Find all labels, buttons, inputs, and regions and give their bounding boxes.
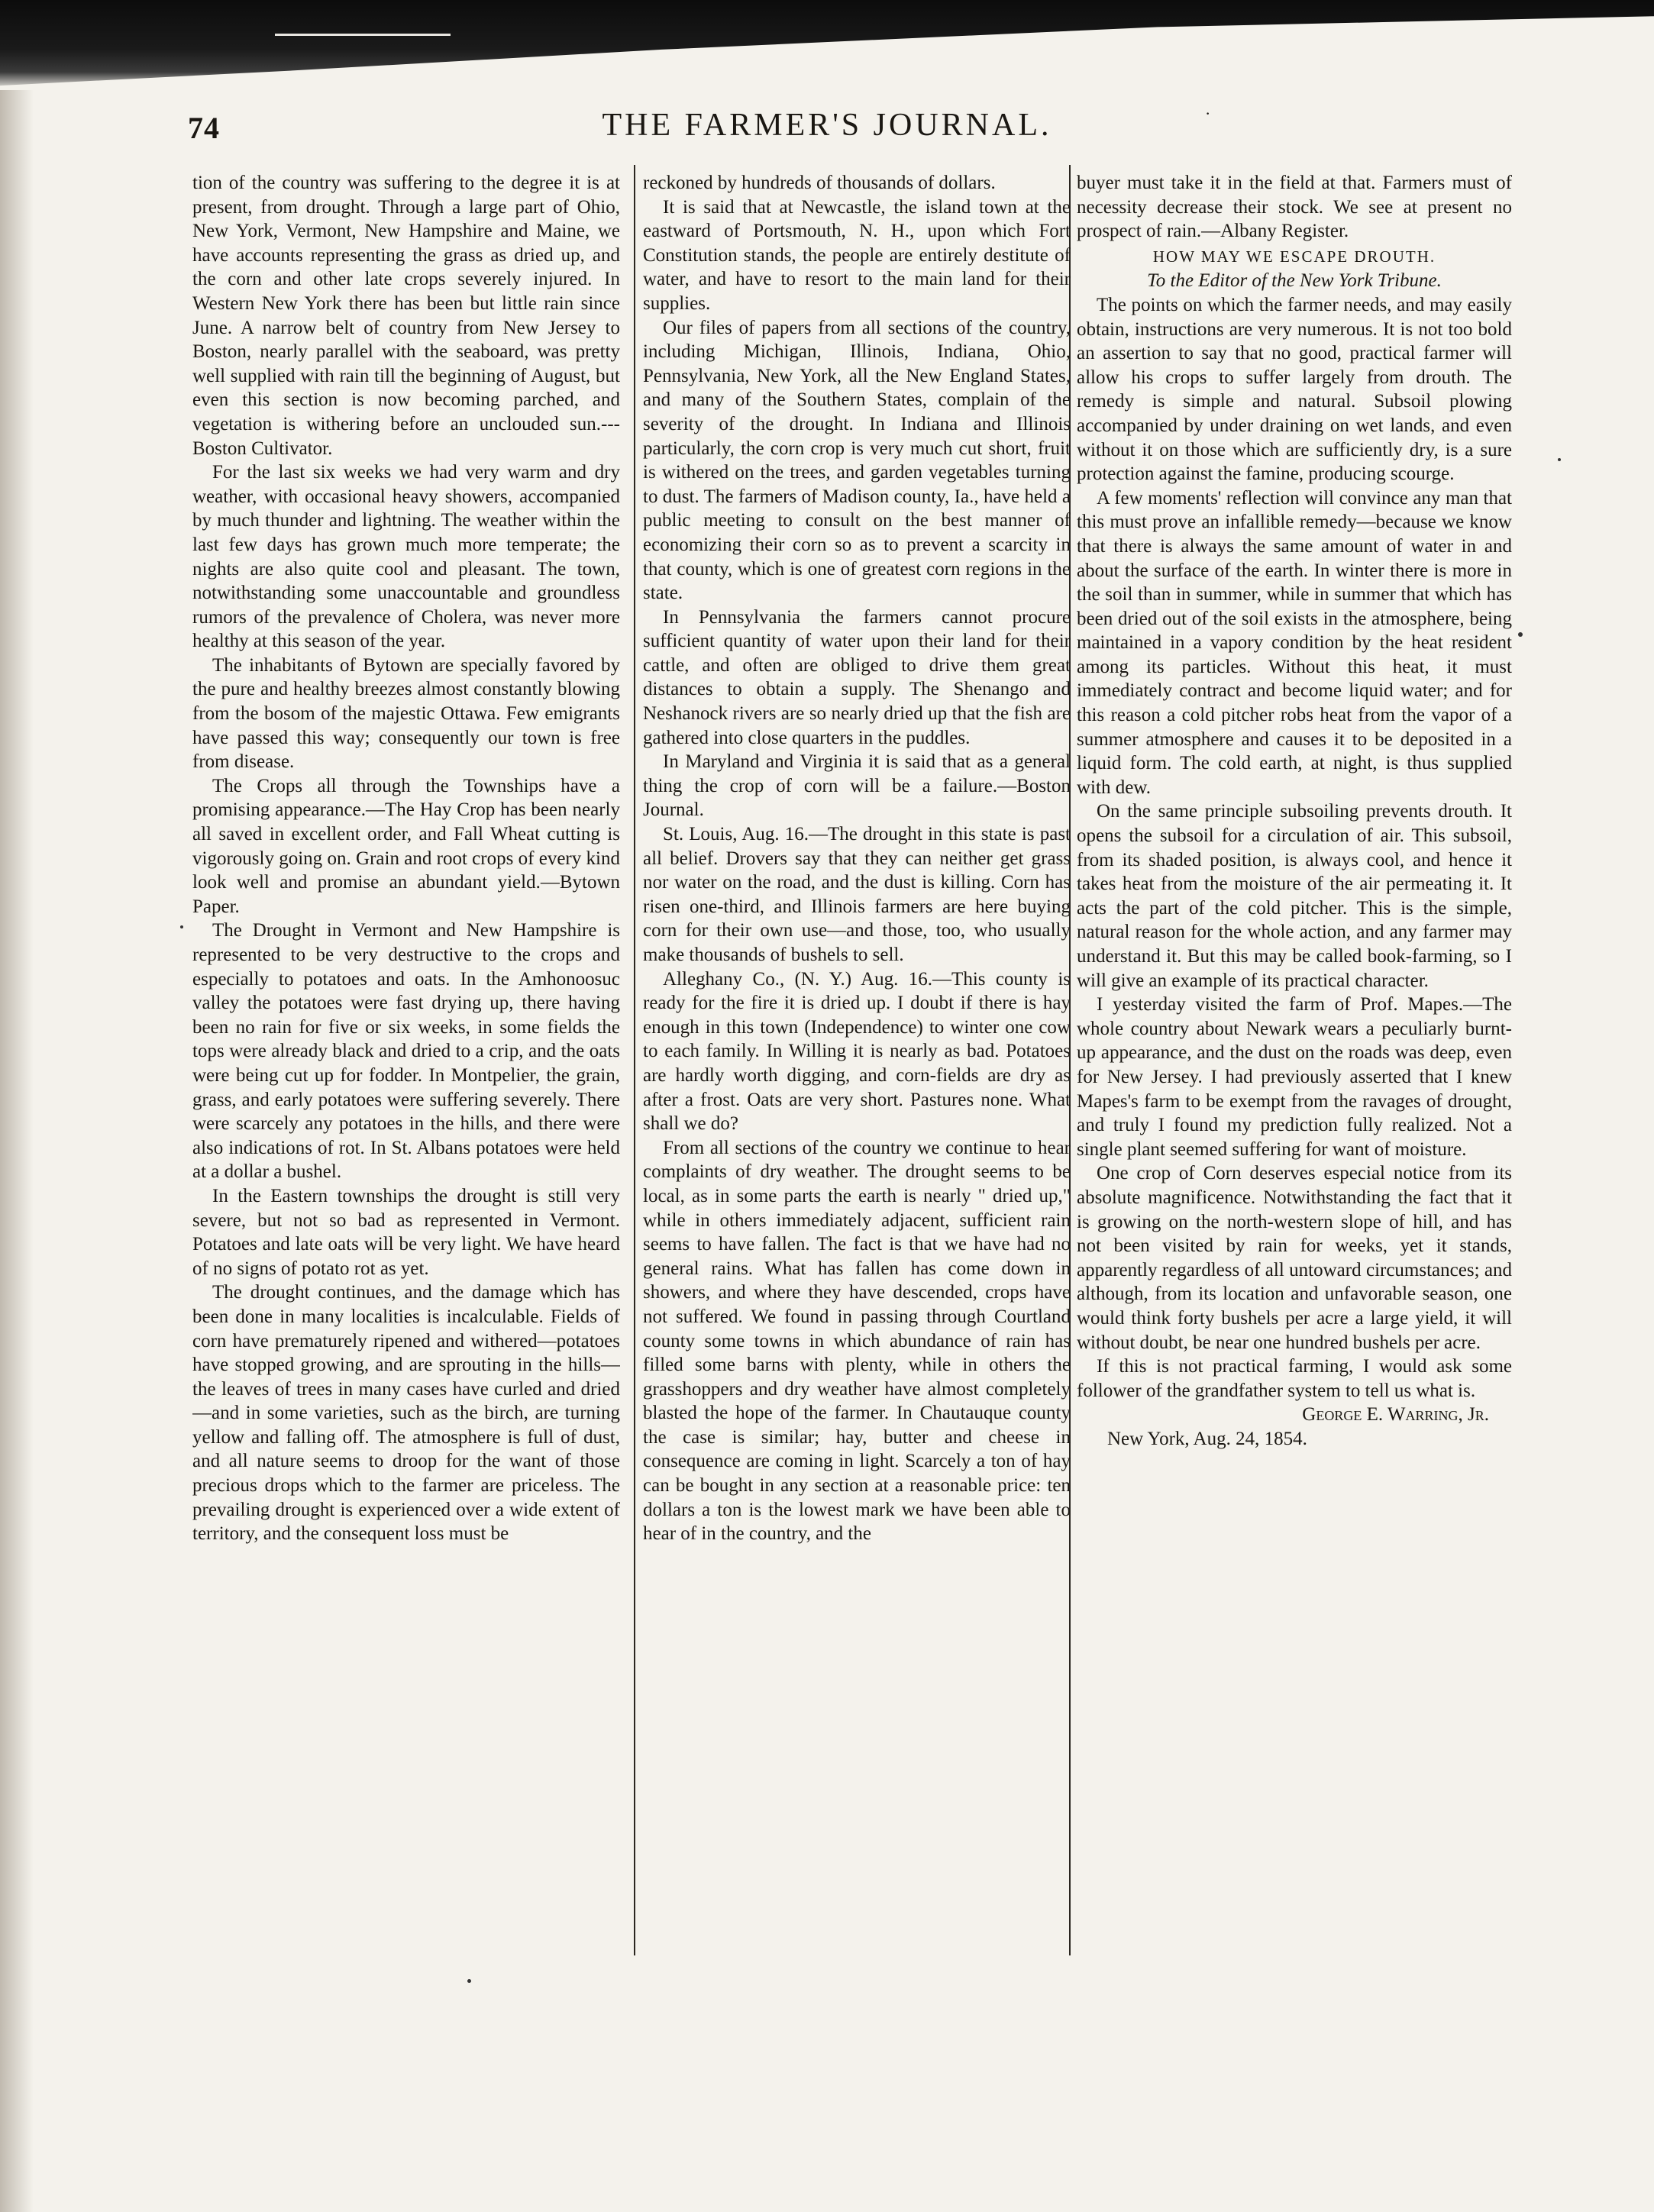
paragraph: One crop of Corn deserves especial notice from its absolute magnificence. Notwithstanding the fact that it is growing on the north-western slope of hill, and has not been visited by rain for weeks, yet it stands, apparently regardless of all untoward circumstances; and although, from its location and unfavorable season, one would think forty bushels per acre a large yield, it will without doubt, be near one hundred bushels per acre. [1077,1163,1512,1353]
paragraph: It is said that at Newcastle, the island town at the eastward of Portsmouth, N. H., upon which Fort Constitution stands, the people are entirely destitute of water, and have to resort to the main land for their supplies. [643,196,1071,314]
column-rule-1 [634,165,635,1955]
author-signature: George E. Warring, Jr. [1302,1404,1489,1426]
letter-salutation: To the Editor of the New York Tribune. [1147,270,1442,292]
column-2 [643,171,1071,1958]
header-mark: · [1205,104,1211,123]
paragraph: If this is not practical farming, I would ask some follower of the grandfather system to tell us what is. [1077,1356,1512,1401]
column-3 [1077,171,1512,1958]
page-number: 74 [188,111,220,145]
paragraph: On the same principle subsoiling prevents drouth. It opens the subsoil for a circulation of air. This subsoil, from its shaded position, is always cool, and hence it takes heat from the moisture of the air permeating it. It acts the part of the cold pitcher. This is the simple, natural reason for the whole action, and any farmer may understand it. But this may be called book-farming, so I will give an example of its practical character. [1077,801,1512,991]
paragraph: buyer must take it in the field at that. Farmers must of necessity decrease their stock. We see at present no prospect of rain.—Albany Register. [1077,173,1512,242]
page-edge-shadow [0,90,34,2212]
paragraph: The inhabitants of Bytown are specially favored by the pure and healthy breezes almost constantly blowing from the bosom of the majestic Ottawa. Few emigrants have passed this way; consequently our town is free from disease. [192,654,620,773]
paragraph: The points on which the farmer needs, and may easily obtain, instructions are very numerous. It is not too bold an assertion to say that no good, practical farmer will allow his crops to suffer largely from drouth. The remedy is simple and natural. Subsoil plowing accompanied by under draining on wet lands, and even without it on those which are sufficiently dry, is a sure protection against the famine, producing scourge. [1077,294,1512,485]
paragraph: From all sections of the country we continue to hear complaints of dry weather. The drought seems to be local, as in some parts the earth is nearly " dried up," while in others immediately adjacent, sufficient rain seems to have fallen. The fact is that we have had no general rains. What has fallen has come down in showers, and where they have descended, crops have not suffered. We found in passing through Courtland county some towns in which abundance of rain has filled some barns with plenty, while in others the grasshoppers and dry weather have almost completely blasted the hope of the farmer. In Chautauque county the case is similar; hay, butter and cheese in consequence are coming in light. Scarcely a ton of hay can be bought in any section at a reasonable price: ten dollars a ton is the lowest mark we have been able to hear of in the country, and the [643,1137,1071,1545]
paragraph: St. Louis, Aug. 16.—The drought in this state is past all belief. Drovers say that they can neither get grass nor water on the road, and the dust is killing. Corn has risen one-third, and Illinois farmers are here buying corn for their own use—and those, too, who usually make thousands of bushels to sell. [643,824,1071,965]
speck [1558,458,1561,461]
letter-dateline: New York, Aug. 24, 1854. [1107,1428,1307,1449]
paragraph: I yesterday visited the farm of Prof. Mapes.—The whole country about Newark wears a peculiarly burnt-up appearance, and the dust on the roads was deep, even for New Jersey. I had previously asserted that I knew Mapes's farm to be exempt from the ravages of drought, and truly I found my prediction fully realized. Not a single plant seemed suffering for want of moisture. [1077,994,1512,1160]
paragraph: Our files of papers from all sections of the country, including Michigan, Illinois, Indiana, Ohio, Pennsylvania, New York, all the New England States, and many of the Southern States, complain of the severity of the drought. In Indiana and Illinois particularly, the corn crop is very much cut short, fruit is withered on the trees, and garden vegetables turning to dust. The farmers of Madison county, Ia., have held a public meeting to consult on the best manner of economizing their corn so as to prevent a scarcity in that county, which is one of greatest corn regions in the state. [643,317,1071,604]
column-1 [192,171,620,1958]
paragraph: In Maryland and Virginia it is said that as a general thing the crop of corn will be a failure.—Boston Journal. [643,751,1071,821]
article-headline: HOW MAY WE ESCAPE DROUTH. [1152,247,1436,266]
paragraph: The Crops all through the Townships have a promising appearance.—The Hay Crop has been nearly all saved in excellent order, and Fall Wheat cutting is vigorously going on. Grain and root crops of every kind look well and promise an abundant yield.—Bytown Paper. [192,775,620,917]
speck [467,1979,471,1983]
speck [1518,632,1523,637]
paragraph: reckoned by hundreds of thousands of dollars. [643,173,996,193]
scan-artifact-line [275,34,451,36]
paragraph: In Pennsylvania the farmers cannot procure sufficient quantity of water upon their land for their cattle, and often are obliged to drive them great distances to obtain a supply. The Shenango and Neshanock rivers are so nearly dried up that the fish are gathered into close quarters in the puddles. [643,606,1071,748]
speck [180,925,183,928]
scan-shadow [0,0,1654,90]
paragraph: The drought continues, and the damage which has been done in many localities is incalculable. Fields of corn have prematurely ripened and withered—potatoes have stopped growing, and are sprouting in the hills—the leaves of trees in many cases have curled and dried—and in some varieties, such as the birch, are turning yellow and falling off. The atmosphere is full of dust, and all nature seems to droop for the want of those precious drops which to the farmer are priceless. The prevailing drought is experienced over a wide extent of territory, and the consequent loss must be [192,1282,620,1545]
paragraph: In the Eastern townships the drought is still very severe, but not so bad as represented in Vermont. Potatoes and late oats will be very light. We have heard of no signs of potato rot as yet. [192,1185,620,1279]
paragraph: The Drought in Vermont and New Hampshire is represented to be very destructive to the crops and especially to potatoes and oats. In the Amhonoosuc valley the potatoes were fast drying up, there having been no rain for five or six weeks, in some fields the tops were already black and dried to a crip, and the oats were being cut up for fodder. In Montpelier, the grain, grass, and early potatoes were suffering severely. There were scarcely any potatoes in the hills, and there were also indications of rot. In St. Albans potatoes were held at a dollar a bushel. [192,920,620,1183]
paragraph: tion of the country was suffering to the degree it is at present, from drought. Through a large part of Ohio, New York, Vermont, New Hampshire and Maine, we have accounts representing the grass as dried up, and the corn and other late crops severely injured. In Western New York there has been but little rain since June. A narrow belt of country from New Jersey to Boston, nearly parallel with the seaboard, was pretty well supplied with rain till the beginning of August, but even this section is now becoming parched, and vegetation is withering before an unclouded sun.---Boston Cultivator. [192,173,620,459]
page-title: THE FARMER'S JOURNAL. [602,108,1052,143]
paragraph: Alleghany Co., (N. Y.) Aug. 16.—This county is ready for the fire it is dried up. I doubt if there is hay enough in this town (Independence) to winter one cow to each family. In Willing it is nearly as bad. Potatoes are hardly worth digging, and corn-fields are dry as after a frost. Oats are very short. Pastures none. What shall we do? [643,968,1071,1135]
paragraph: A few moments' reflection will convince any man that this must prove an infallible remedy—because we know that there is always the same amount of water in and about the surface of the earth. In winter there is more in the soil than in summer, while in summer that which has been dried out of the soil exists in the atmosphere, being maintained in a vapory condition by the heat resident among its particles. Without this heat, it must immediately contract and become liquid water; and for this reason a cold pitcher robs heat from the vapor of a summer atmosphere and causes it to be deposited in a liquid form. The cold earth, at night, is thus supplied with dew. [1077,487,1512,798]
paragraph: For the last six weeks we had very warm and dry weather, with occasional heavy showers, accompanied by much thunder and lightning. The weather within the last few days has grown much more temperate; the nights are also quite cool and pleasant. The town, notwithstanding some unaccountable and groundless rumors of the prevalence of Cholera, was never more healthy at this season of the year. [192,462,620,652]
